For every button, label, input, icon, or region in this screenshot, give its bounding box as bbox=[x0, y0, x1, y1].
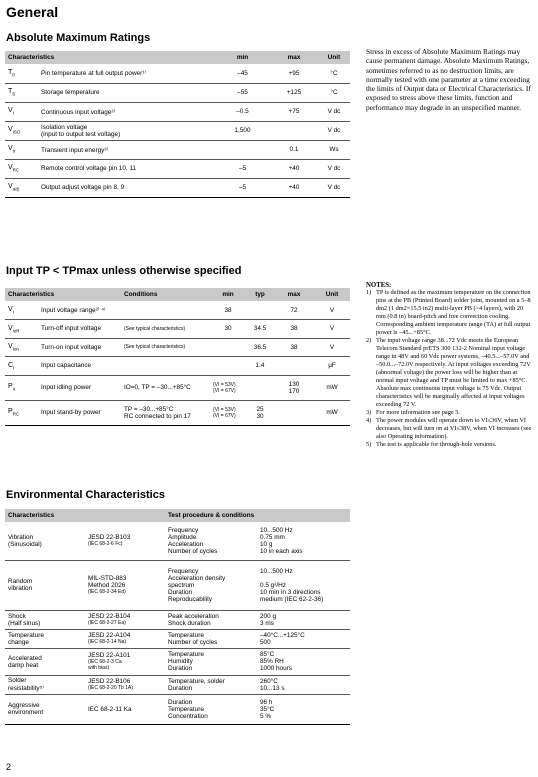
note-text: The power modules will operate down to VI≤36V, when VI decreases, but will turn on at VI≤38V, when VI increases (see also Operating information). bbox=[376, 417, 532, 440]
typ-value: 36.5 bbox=[246, 338, 274, 357]
characteristic: Turn-on input voltage bbox=[38, 338, 121, 357]
condition bbox=[121, 357, 210, 376]
table-row bbox=[5, 121, 350, 140]
input-title: Input TP < TPmax unless otherwise specified bbox=[6, 265, 242, 277]
characteristic: Remote control voltage pin 10, 11 bbox=[38, 159, 215, 178]
test-values: 85°C 85% RH 1000 hours bbox=[257, 648, 350, 675]
col-header: Unit bbox=[318, 51, 350, 64]
test-values: 260°C 10...13 s bbox=[257, 675, 350, 694]
max-value: 0.1 bbox=[270, 140, 318, 159]
max-value: 38 bbox=[274, 338, 314, 357]
typ-value bbox=[246, 375, 274, 400]
note-item bbox=[366, 417, 536, 441]
col-header: max bbox=[274, 288, 314, 301]
note-item bbox=[366, 409, 536, 417]
min-value bbox=[215, 140, 270, 159]
unit: V dc bbox=[318, 178, 350, 197]
test-standard bbox=[85, 648, 165, 675]
unit: °C bbox=[318, 64, 350, 83]
typ-value: 1.4 bbox=[246, 357, 274, 376]
table-row bbox=[5, 675, 350, 694]
condition bbox=[121, 301, 210, 320]
max-value: +40 bbox=[270, 159, 318, 178]
min-value bbox=[210, 357, 246, 376]
note-number: 3) bbox=[366, 409, 372, 416]
test-values: 10...500 Hz 0.5 g²/Hz 10 min in 3 directions medium (IEC 62-2-36) bbox=[257, 560, 350, 610]
unit: V dc bbox=[318, 102, 350, 121]
test-standard bbox=[85, 675, 165, 694]
test-values: 96 h 35°C 5 % bbox=[257, 694, 350, 724]
standard-name: JESD 22-B106 bbox=[88, 678, 131, 685]
standard-ref: (IEC 68-2-6 Fc) bbox=[88, 541, 123, 548]
test-parameters: Duration Temperature Concentration bbox=[165, 694, 257, 724]
unit: mW bbox=[314, 400, 350, 425]
characteristic: Temperature change bbox=[5, 629, 85, 648]
col-header: max bbox=[270, 51, 318, 64]
standard-ref: (IEC 68-2-27 Ea) bbox=[88, 620, 126, 626]
symbol: $V_{tr}$ bbox=[5, 140, 38, 159]
env-table bbox=[5, 509, 350, 725]
unit: V bbox=[314, 338, 350, 357]
col-header: Characteristics bbox=[5, 288, 121, 301]
min-value: –5 bbox=[215, 178, 270, 197]
min-value: –55 bbox=[215, 83, 270, 102]
characteristic: Shock (Half sinus) bbox=[5, 610, 85, 629]
table-row bbox=[5, 320, 350, 339]
table-row bbox=[5, 648, 350, 675]
page-number: 2 bbox=[6, 762, 12, 772]
table-row bbox=[5, 560, 350, 610]
characteristic: Continuous input voltage²⁾ bbox=[38, 102, 215, 121]
max-value: +40 bbox=[270, 178, 318, 197]
standard-name: MIL-STD-883 Method 2026 bbox=[88, 575, 127, 589]
condition: TP = –30...+85°C RC connected to pin 17 bbox=[121, 400, 210, 425]
table-header bbox=[5, 51, 350, 64]
characteristic: Input stand-by power bbox=[38, 400, 121, 425]
standard-name: JESD 22-B103 bbox=[88, 534, 131, 542]
max-value bbox=[270, 121, 318, 140]
test-values: 10...500 Hz 0.75 mm 10 g 10 in each axis bbox=[257, 522, 350, 560]
standard-name: JESD 22-A104 bbox=[88, 632, 131, 639]
col-header: Conditions bbox=[121, 288, 210, 301]
characteristic: Transient input energy³⁾ bbox=[38, 140, 215, 159]
symbol: $V_{adj}$ bbox=[5, 178, 38, 197]
table-row bbox=[5, 522, 350, 560]
standard-ref: (IEC 68-2-20 Tb 1A) bbox=[88, 685, 133, 691]
table-row bbox=[5, 375, 350, 400]
max-value: +95 bbox=[270, 64, 318, 83]
typ-value: 25 30 bbox=[246, 400, 274, 425]
characteristic: Input capacitance bbox=[38, 357, 121, 376]
standard-name: JESD 22-A101 bbox=[88, 652, 131, 659]
symbol: $V_{RC}$ bbox=[5, 159, 38, 178]
table-row bbox=[5, 357, 350, 376]
unit: mW bbox=[314, 375, 350, 400]
col-header: Characteristics bbox=[5, 51, 215, 64]
symbol: $V_{Ion}$ bbox=[5, 338, 38, 357]
symbol: $V_I$ bbox=[5, 301, 38, 320]
symbol: $P_{RC}$ bbox=[5, 400, 38, 425]
test-standard bbox=[85, 522, 165, 560]
max-value bbox=[274, 400, 314, 425]
note-number: 5) bbox=[366, 441, 372, 448]
condition: IO=0, TP = –30...+85°C bbox=[121, 375, 210, 400]
table-row bbox=[5, 694, 350, 724]
standard-ref: (IEC 68-2-14 Na) bbox=[88, 639, 127, 645]
col-header: typ bbox=[246, 288, 274, 301]
unit: °C bbox=[318, 83, 350, 102]
min-value: –0.5 bbox=[215, 102, 270, 121]
test-standard bbox=[85, 694, 165, 724]
test-parameters: Temperature, solder Duration bbox=[165, 675, 257, 694]
characteristic: Storage temperature bbox=[38, 83, 215, 102]
note-text: The input voltage range 38...72 Vdc meets the European Telecom Standard prETS 300 132-2 Nominal input voltage range in 48V and 60 Vdc power systems, –40.5...–57.0V and –50.0...–72.0V respectively. At input voltages exceeding 72V (abnormal voltage) the power loss will be higher than at normal input voltage and TP must be limited to max +85°C. Absolute max continuous input voltage is 75 Vdc. Output characteristics will be marginally affected at input voltages exceeding 72 V. bbox=[376, 337, 531, 408]
characteristic: Accelerated damp heat bbox=[5, 648, 85, 675]
characteristic: Aggressive environment bbox=[5, 694, 85, 724]
typ-value bbox=[246, 301, 274, 320]
standard-ref: (IEC 68-2-34 Ed) bbox=[88, 589, 126, 595]
input-table bbox=[5, 288, 350, 426]
test-parameters: Temperature Humidity Duration bbox=[165, 648, 257, 675]
unit: V dc bbox=[318, 121, 350, 140]
table-row bbox=[5, 64, 350, 83]
symbol: $V_{Ioff}$ bbox=[5, 320, 38, 339]
symbol: $T_P$ bbox=[5, 64, 38, 83]
stress-paragraph: Stress in excess of Absolute Maximum Ratings may cause permanent damage. Absolute Maximum Ratings, sometimes referred to as no destruction limits, are normally tested with one parameter at a time exceeding the limits of Output data or Electrical Characteristics. If exposed to stress above these limits, function and performance may degrade in an unspecified manner. bbox=[366, 47, 531, 112]
col-header: min bbox=[210, 288, 246, 301]
max-value: 72 bbox=[274, 301, 314, 320]
min-value bbox=[210, 338, 246, 357]
standard-ref: (IEC 68-2-3 Ca with bias) bbox=[88, 659, 122, 671]
symbol: $T_S$ bbox=[5, 83, 38, 102]
table-row bbox=[5, 629, 350, 648]
test-parameters: Peak acceleration Shock duration bbox=[165, 610, 257, 629]
unit: V bbox=[314, 301, 350, 320]
note-item bbox=[366, 337, 536, 409]
table-row bbox=[5, 178, 350, 197]
characteristic: Solder resistability⁵⁾ bbox=[5, 675, 85, 694]
min-value: 30 bbox=[210, 320, 246, 339]
unit: Ws bbox=[318, 140, 350, 159]
max-value bbox=[274, 357, 314, 376]
condition: (See typical characteristics) bbox=[121, 338, 210, 357]
unit: V dc bbox=[318, 159, 350, 178]
table-row bbox=[5, 338, 350, 357]
col-header: Unit bbox=[314, 288, 350, 301]
test-standard bbox=[85, 560, 165, 610]
test-parameters: Frequency Amplitude Acceleration Number of cycles bbox=[165, 522, 257, 560]
note-number: 2) bbox=[366, 337, 372, 344]
test-standard bbox=[85, 629, 165, 648]
note-number: 1) bbox=[366, 289, 372, 296]
unit: V bbox=[314, 320, 350, 339]
notes-block bbox=[366, 282, 536, 449]
characteristic: Pin temperature at full output power¹⁾ bbox=[38, 64, 215, 83]
typ-value: 34.5 bbox=[246, 320, 274, 339]
col-header: min bbox=[215, 51, 270, 64]
max-value: 130 170 bbox=[274, 375, 314, 400]
col-header: Characteristics bbox=[5, 509, 85, 522]
note-number: 4) bbox=[366, 417, 372, 424]
test-values: –40°C...+125°C 500 bbox=[257, 629, 350, 648]
env-title: Environmental Characteristics bbox=[6, 489, 165, 501]
min-value: –45 bbox=[215, 64, 270, 83]
note-text: The test is applicable for through-hole versions. bbox=[376, 441, 497, 448]
table-row bbox=[5, 610, 350, 629]
table-row bbox=[5, 83, 350, 102]
characteristic: Vibration (Sinusoidal) bbox=[5, 522, 85, 560]
characteristic: Random vibration bbox=[5, 560, 85, 610]
note-text: TP is defined as the maximum temperature on the connection pins at the PB (Printed Board) solder joint, mounted on a 5–8 dm2 (1 dm2=15.5 in2) multi-layer PB (>4 layers), with 20 mm (0.8 in) board-pitch and free convection cooling. Corresponding ambient temperature range (TA) at full output power is –45...+85°C. bbox=[376, 289, 531, 336]
note-item bbox=[366, 441, 536, 449]
min-value: 38 bbox=[210, 301, 246, 320]
test-standard bbox=[85, 610, 165, 629]
characteristic: Output adjust voltage pin 8, 9 bbox=[38, 178, 215, 197]
unit: µF bbox=[314, 357, 350, 376]
characteristic: Input idling power bbox=[38, 375, 121, 400]
min-value: (VI = 53V) (VI = 67V) bbox=[210, 400, 246, 425]
abs-max-table bbox=[5, 51, 350, 198]
min-value: (VI = 53V) (VI = 67V) bbox=[210, 375, 246, 400]
table-row bbox=[5, 140, 350, 159]
condition: (See typical characteristics) bbox=[121, 320, 210, 339]
table-row bbox=[5, 301, 350, 320]
table-row bbox=[5, 102, 350, 121]
test-parameters: Temperature Number of cycles bbox=[165, 629, 257, 648]
symbol: $C_I$ bbox=[5, 357, 38, 376]
abs-max-title: Absolute Maximum Ratings bbox=[6, 32, 151, 44]
test-values: 200 g 3 ms bbox=[257, 610, 350, 629]
max-value: +75 bbox=[270, 102, 318, 121]
max-value: +125 bbox=[270, 83, 318, 102]
page-title: General bbox=[6, 4, 59, 20]
table-row bbox=[5, 159, 350, 178]
table-header bbox=[5, 288, 350, 301]
characteristic: Input voltage range²⁾ ⁴⁾ bbox=[38, 301, 121, 320]
note-item bbox=[366, 289, 536, 337]
max-value: 38 bbox=[274, 320, 314, 339]
symbol: $P_{Ii}$ bbox=[5, 375, 38, 400]
note-text: For more information see page 5. bbox=[376, 409, 460, 416]
characteristic: Isolation voltage (input to output test voltage) bbox=[38, 121, 215, 140]
col-header: Test procedure & conditions bbox=[165, 509, 350, 522]
standard-name: JESD 22-B104 bbox=[88, 613, 131, 620]
table-header bbox=[5, 509, 350, 522]
characteristic: Turn-off input voltage bbox=[38, 320, 121, 339]
table-row bbox=[5, 400, 350, 425]
standard-name: IEC 68-2-11 Ka bbox=[88, 705, 132, 713]
min-value: –5 bbox=[215, 159, 270, 178]
symbol: $V_{ISO}$ bbox=[5, 121, 38, 140]
symbol: $V_I$ bbox=[5, 102, 38, 121]
col-header bbox=[85, 509, 165, 522]
test-parameters: Frequency Acceleration density spectrum Duration Reproducability bbox=[165, 560, 257, 610]
min-value: 1,500 bbox=[215, 121, 270, 140]
notes-title: NOTES: bbox=[366, 282, 392, 289]
